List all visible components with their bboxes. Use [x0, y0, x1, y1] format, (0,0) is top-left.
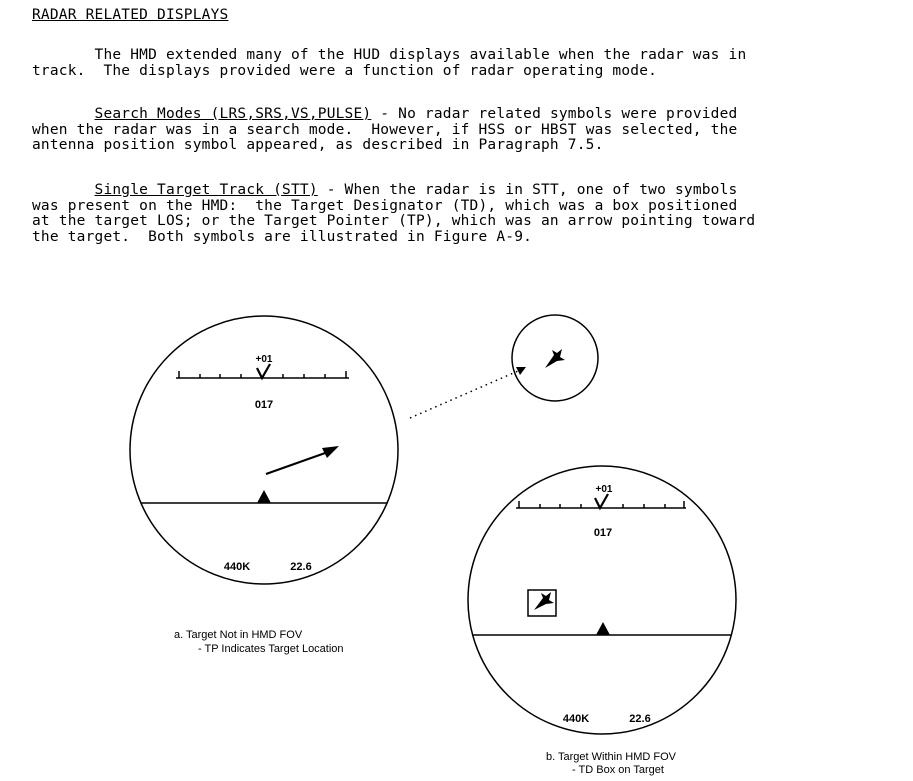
- airspeed-readout: 440K: [562, 713, 590, 725]
- range-readout: 22.6: [290, 561, 312, 573]
- hmd-display-b: [466, 466, 738, 776]
- heading-readout: 017: [254, 399, 274, 411]
- caption-b-subtitle: - TD Box on Target: [572, 764, 664, 776]
- paragraph-line: antenna position symbol appeared, as described in Paragraph 7.5.: [32, 137, 604, 153]
- target-pointer-arrowhead-icon: [322, 446, 339, 458]
- target-inset: [512, 315, 598, 401]
- target-direction-line: [410, 371, 518, 418]
- hmd-display-a: [130, 316, 398, 655]
- paragraph-line: when the radar was in a search mode. However, if HSS or HBST was selected, the: [32, 121, 738, 138]
- pitch-readout: +01: [255, 354, 273, 365]
- target-pointer-icon: [266, 452, 328, 474]
- paragraph-line: The HMD extended many of the HUD displays available when the radar was in: [94, 47, 747, 63]
- pitch-readout: +01: [595, 484, 613, 495]
- airspeed-readout: 440K: [223, 561, 251, 573]
- aircraft-target-icon: [534, 592, 554, 610]
- heading-caret-icon: [257, 364, 270, 378]
- paragraph-line: was present on the HMD: the Target Designator (TD), which was a box positioned: [32, 197, 738, 214]
- paragraph-line: - No radar related symbols were provided: [371, 106, 738, 122]
- caption-a-title: a. Target Not in HMD FOV: [174, 629, 303, 641]
- section-heading: RADAR RELATED DISPLAYS: [32, 7, 229, 23]
- aircraft-target-icon: [545, 349, 565, 368]
- heading-readout: 017: [593, 527, 613, 539]
- search-modes-title: Search Modes (LRS,SRS,VS,PULSE): [94, 106, 372, 122]
- paragraph-line: at the target LOS; or the Target Pointer (TP), which was an arrow pointing toward: [32, 213, 756, 229]
- target-direction-arrowhead-icon: [516, 367, 526, 375]
- aircraft-reference-icon: [257, 490, 271, 503]
- paragraph-line: - When the radar is in STT, one of two symbols: [317, 182, 738, 198]
- paragraph-line: the target. Both symbols are illustrated in Figure A-9.: [32, 228, 533, 245]
- heading-caret-icon: [595, 494, 608, 508]
- caption-b-title: b. Target Within HMD FOV: [546, 751, 676, 763]
- caption-a-subtitle: - TP Indicates Target Location: [198, 643, 344, 655]
- stt-title: Single Target Track (STT): [94, 182, 318, 198]
- paragraph-line: track. The displays provided were a function of radar operating mode.: [32, 62, 658, 79]
- range-readout: 22.6: [629, 713, 651, 725]
- aircraft-reference-icon: [596, 622, 610, 635]
